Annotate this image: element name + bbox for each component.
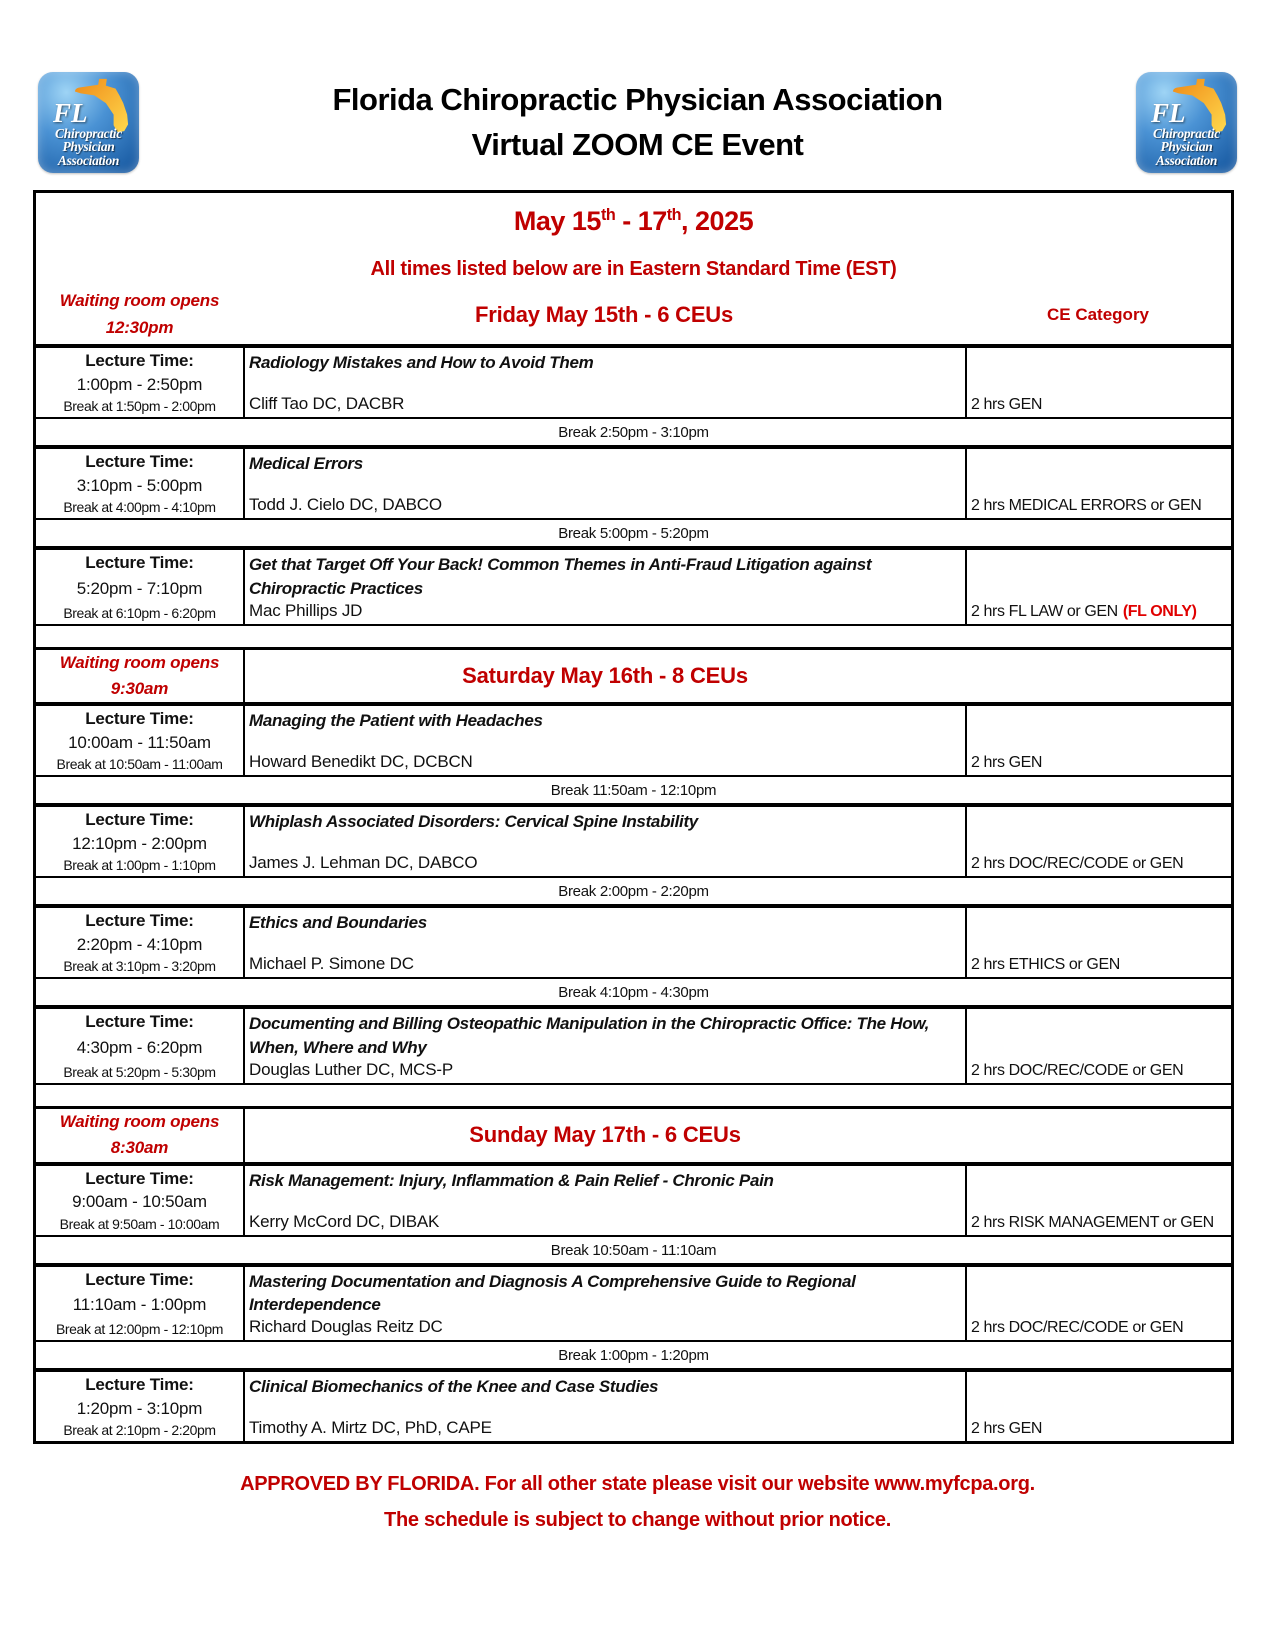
lecture-row [36,1162,1231,1235]
lecture-time-label: Lecture Time: [85,553,194,572]
lecture-break-note: Break at 12:00pm - 12:10pm [55,1321,224,1338]
waiting-room-note [36,288,243,341]
lecture-time: 10:00am - 11:50am [68,732,211,752]
lecture-title-cell [243,1372,965,1441]
lecture-time-label: Lecture Time: [85,452,194,471]
lecture-time-label: Lecture Time: [85,709,194,729]
lecture-title-cell [243,807,965,876]
lecture-time: 12:10pm - 2:00pm [72,833,207,853]
waiting-room-time: 12:30pm [105,317,174,337]
lecture-break-note: Break at 1:00pm - 1:10pm [63,857,216,874]
lecture-time-label: Lecture Time: [85,911,194,931]
lecture-time-label: Lecture Time: [85,1269,194,1289]
lecture-time: 4:30pm - 6:20pm [76,1038,203,1058]
waiting-room-time: 9:30am [110,678,169,698]
lecture-category: 2 hrs GEN [971,1420,1043,1438]
lecture-title-cell [243,908,965,977]
logo-caption-line: Association [1155,153,1218,169]
lecture-title: Risk Management: Injury, Inflammation & Pain Relief - Chronic Pain [249,1170,774,1190]
spacer-row [36,1083,1231,1106]
break-row: Break 10:50am - 11:10am [36,1235,1231,1263]
logo-caption-line: Association [57,153,120,169]
lecture-time-cell [36,1009,243,1083]
waiting-room-line: Waiting room opens [59,652,220,672]
lecture-title-cell [243,449,965,518]
masthead [0,0,1275,173]
lecture-break-note: Break at 9:50am - 10:00am [59,1215,220,1232]
lecture-row [36,702,1231,775]
break-row: Break 2:00pm - 2:20pm [36,876,1231,904]
lecture-time-label: Lecture Time: [85,351,194,370]
lecture-category-cell [965,807,1231,876]
logo-fl-abbr: FL [53,98,88,128]
logo-caption-line: Physician [62,139,115,155]
lecture-category-cell [965,449,1231,518]
lecture-time: 1:20pm - 3:10pm [76,1398,203,1418]
lecture-category: 2 hrs DOC/REC/CODE or GEN [971,855,1184,873]
lecture-category-cell [965,706,1231,775]
lecture-title-cell [243,1009,965,1083]
lecture-category: 2 hrs GEN [971,396,1043,413]
lecture-title: Medical Errors [249,454,363,473]
date-part: May 15 [513,206,601,236]
day-title: Friday May 15th - 6 CEUs [474,301,734,327]
fcpa-logo-left [38,72,139,173]
lecture-title: Mastering Documentation and Diagnosis A Comprehensive Guide to Regional Interdependence [249,1271,856,1315]
lecture-time-label: Lecture Time: [85,1168,194,1188]
lecture-time: 9:00am - 10:50am [72,1192,207,1212]
lecture-speaker: Howard Benedikt DC, DCBCN [249,752,473,772]
lecture-break-note: Break at 3:10pm - 3:20pm [63,958,216,975]
lecture-title-cell [243,1267,965,1341]
lecture-row [36,1263,1231,1341]
lecture-title: Ethics and Boundaries [249,913,427,933]
lecture-title-cell [243,348,965,417]
day-title-cell [243,650,1231,703]
lecture-time: 2:20pm - 4:10pm [76,934,203,954]
day-title: Saturday May 16th - 8 CEUs [462,662,748,688]
date-superscript: th [600,206,616,224]
lecture-row [36,445,1231,518]
logo-fl-abbr: FL [1151,98,1186,128]
break-row: Break 1:00pm - 1:20pm [36,1340,1231,1368]
spacer-row [36,624,1231,647]
lecture-category-cell [965,550,1231,624]
logo-caption-line: Chiropractic [1153,125,1220,141]
day-header-friday [36,285,1231,344]
lecture-speaker: James J. Lehman DC, DABCO [249,853,478,873]
break-row: Break 4:10pm - 4:30pm [36,977,1231,1005]
ce-category-header: CE Category [1046,304,1150,324]
lecture-break-note: Break at 1:50pm - 2:00pm [63,398,216,414]
lecture-time-label: Lecture Time: [85,1012,194,1032]
lecture-title: Documenting and Billing Osteopathic Manipulation in the Chiropractic Office: The How, When, Where and Why [249,1014,930,1058]
masthead-titles [139,78,1136,168]
lecture-title: Clinical Biomechanics of the Knee and Case Studies [249,1377,659,1397]
lecture-category: 2 hrs ETHICS or GEN [971,956,1120,974]
lecture-time-cell [36,908,243,977]
lecture-speaker: Michael P. Simone DC [249,954,414,974]
lecture-row [36,803,1231,876]
logo-caption [38,127,139,168]
lecture-category-cell [965,1267,1231,1341]
lecture-title-cell [243,1166,965,1235]
lecture-time-cell [36,1166,243,1235]
schedule-table [33,190,1234,1444]
lecture-time-cell [36,449,243,518]
lecture-break-note: Break at 10:50am - 11:00am [56,756,223,773]
day-title-cell [243,1109,1231,1162]
lecture-time-cell [36,1372,243,1441]
date-title [36,193,1231,237]
lecture-category-cell [965,1009,1231,1083]
footer-line-2: The schedule is subject to change without prior notice. [384,1509,891,1532]
date-part: , 2025 [681,206,754,236]
lecture-category: 2 hrs DOC/REC/CODE or GEN [971,1061,1184,1079]
logo-caption-line: Chiropractic [55,125,122,141]
logo-caption-line: Physician [1160,139,1213,155]
lecture-category-cell [965,348,1231,417]
lecture-category: 2 hrs FL LAW or GEN [971,602,1118,620]
break-row: Break 5:00pm - 5:20pm [36,518,1231,546]
lecture-time-cell [36,550,243,624]
lecture-category: 2 hrs GEN [971,754,1043,772]
lecture-title-cell [243,550,965,624]
lecture-speaker: Todd J. Cielo DC, DABCO [249,495,442,514]
event-title: Virtual ZOOM CE Event [471,126,804,162]
day-title: Sunday May 17th - 6 CEUs [469,1122,741,1148]
lecture-category: 2 hrs MEDICAL ERRORS or GEN [971,497,1202,514]
lecture-break-note: Break at 4:00pm - 4:10pm [63,499,216,515]
footer [0,1466,1275,1538]
footer-line-1: APPROVED BY FLORIDA. For all other state please visit our website www.myfcpa.org. [240,1473,1035,1496]
lecture-time-cell [36,706,243,775]
lecture-time: 3:10pm - 5:00pm [76,475,203,495]
lecture-speaker: Richard Douglas Reitz DC [249,1317,443,1337]
lecture-row [36,344,1231,417]
waiting-room-note [36,1109,243,1162]
lecture-row [36,904,1231,977]
lecture-break-note: Break at 2:10pm - 2:20pm [63,1422,216,1439]
lecture-time-label: Lecture Time: [85,810,194,830]
lecture-category-cell [965,1166,1231,1235]
lecture-time-label: Lecture Time: [85,1375,194,1395]
day-header-sunday [36,1106,1231,1162]
lecture-time: 1:00pm - 2:50pm [76,374,203,394]
lecture-category: 2 hrs DOC/REC/CODE or GEN [971,1319,1184,1337]
lecture-row [36,1005,1231,1083]
date-superscript: th [666,206,682,224]
org-title: Florida Chiropractic Physician Association [332,81,943,117]
date-part: - 17 [615,206,667,236]
lecture-title: Radiology Mistakes and How to Avoid Them [249,353,594,372]
fcpa-logo-right [1136,72,1237,173]
lecture-category-cell [965,908,1231,977]
lecture-time-cell [36,1267,243,1341]
lecture-title: Get that Target Off Your Back! Common Themes in Anti-Fraud Litigation against Chiropractic Practices [249,555,872,598]
fl-only-note: (FL ONLY) [1122,602,1197,620]
timezone-note: All times listed below are in Eastern Standard Time (EST) [370,258,897,280]
lecture-speaker: Timothy A. Mirtz DC, PhD, CAPE [249,1418,492,1438]
lecture-speaker: Kerry McCord DC, DIBAK [249,1211,440,1231]
lecture-speaker: Cliff Tao DC, DACBR [249,394,405,413]
lecture-time: 11:10am - 1:00pm [72,1295,207,1315]
lecture-time-cell [36,807,243,876]
lecture-time: 5:20pm - 7:10pm [76,578,203,598]
lecture-row [36,546,1231,624]
lecture-break-note: Break at 6:10pm - 6:20pm [63,604,216,621]
waiting-room-line: Waiting room opens [59,291,220,311]
lecture-title: Whiplash Associated Disorders: Cervical Spine Instability [249,812,698,832]
lecture-time-cell [36,348,243,417]
day-header-saturday [36,647,1231,703]
lecture-break-note: Break at 5:20pm - 5:30pm [63,1063,216,1080]
break-row: Break 2:50pm - 3:10pm [36,417,1231,445]
lecture-title-cell [243,706,965,775]
lecture-row [36,1368,1231,1441]
waiting-room-time: 8:30am [110,1138,169,1158]
lecture-category: 2 hrs RISK MANAGEMENT or GEN [971,1213,1214,1231]
lecture-speaker: Mac Phillips JD [249,600,363,620]
lecture-speaker: Douglas Luther DC, MCS-P [249,1059,453,1079]
lecture-title: Managing the Patient with Headaches [249,711,543,731]
logo-caption [1136,127,1237,168]
break-row: Break 11:50am - 12:10pm [36,775,1231,803]
waiting-room-note [36,650,243,703]
lecture-category-cell [965,1372,1231,1441]
waiting-room-line: Waiting room opens [59,1111,220,1131]
